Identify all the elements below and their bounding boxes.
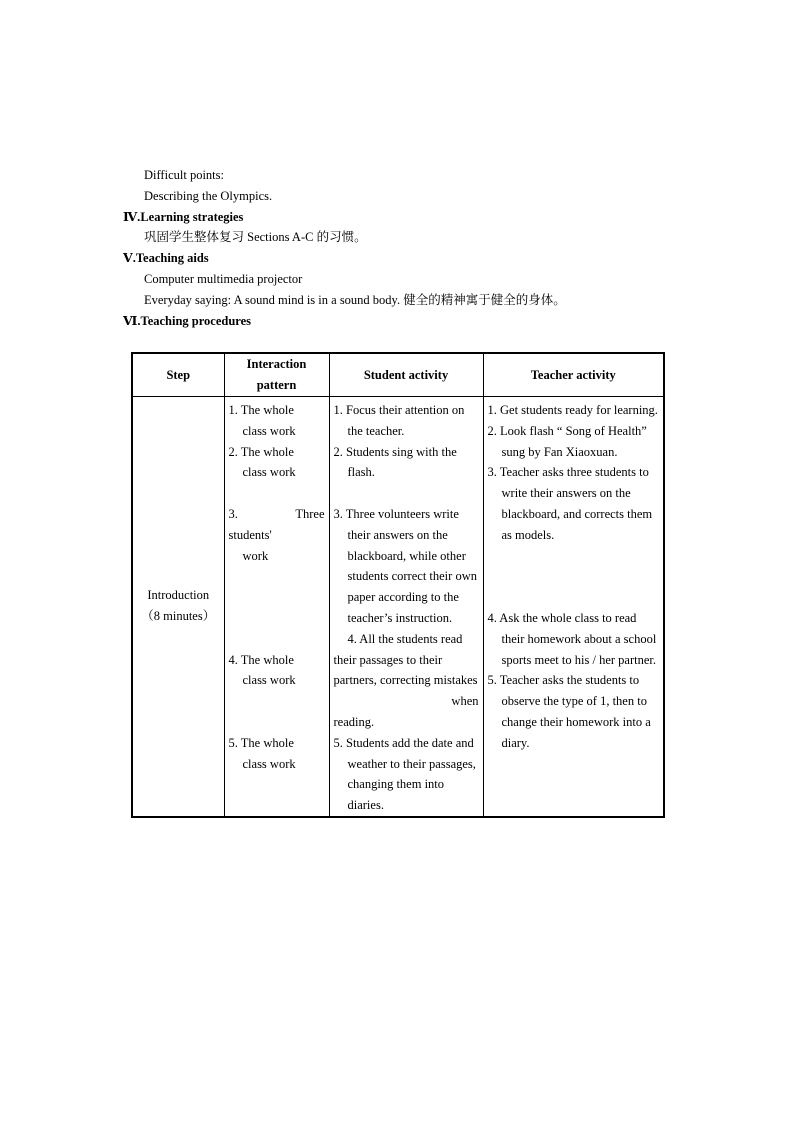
interaction-5-line-1: 5. The whole xyxy=(228,735,294,750)
section-6-heading xyxy=(123,313,251,329)
interaction-1-line-1: 1. The whole xyxy=(228,403,294,417)
table-row xyxy=(132,397,664,817)
interaction-4-line-2: class work xyxy=(242,673,296,688)
teacher-activity-2: 2. Look flash “ Song of Health” sung by Fan Xiaoxuan. xyxy=(487,423,647,459)
difficult-points-label: Difficult points: xyxy=(144,168,224,182)
interaction-3 xyxy=(229,504,325,566)
interaction-1-line-2: class work xyxy=(242,423,296,438)
section-5-title: Teaching aids xyxy=(135,251,209,265)
table-header-row xyxy=(132,353,664,397)
difficult-points-text: Describing the Olympics. xyxy=(144,189,273,203)
section-4-title: Learning strategies xyxy=(140,210,244,224)
interaction-cell xyxy=(224,397,329,817)
student-activity-2: 2. Students sing with the flash. xyxy=(333,444,457,480)
teacher-activity-cell xyxy=(483,397,664,817)
header-interaction-line-2: pattern xyxy=(256,378,297,392)
interaction-1 xyxy=(229,400,325,442)
section-5-number: Ⅴ. xyxy=(123,251,136,265)
interaction-4-line-1: 4. The whole xyxy=(228,652,294,667)
header-interaction-line-1: Interaction xyxy=(246,357,307,371)
interaction-3-line-3: work xyxy=(242,548,269,563)
section-4-number: Ⅳ. xyxy=(123,210,141,224)
student-activity-3: 3. Three volunteers write their answers on the blackboard, while other students correct their own paper according to the teacher’s instruction. xyxy=(333,506,477,625)
section-4-heading xyxy=(123,209,243,225)
interaction-2-line-2: class work xyxy=(242,465,296,480)
student-activity-4 xyxy=(334,629,479,733)
header-student-activity: Student activity xyxy=(329,353,483,397)
student-activity-1: 1. Focus their attention on the teacher. xyxy=(333,403,465,438)
teacher-activity-5: 5. Teacher asks the students to observe the type of 1, then to change their homework into a diary. xyxy=(487,673,651,750)
section-5-text-1: Computer multimedia projector xyxy=(144,272,303,286)
interaction-5 xyxy=(229,733,325,775)
interaction-2 xyxy=(229,442,325,484)
teacher-activity-4: 4. Ask the whole class to read their homework about a school sports meet to his / her partner. xyxy=(487,610,657,667)
interaction-5-line-2: class work xyxy=(242,756,296,771)
student-activity-5: 5. Students add the date and weather to their passages, changing them into diaries. xyxy=(333,735,476,813)
header-teacher-activity: Teacher activity xyxy=(483,353,664,397)
interaction-3-word: Three xyxy=(295,506,325,521)
step-duration: （8 minutes） xyxy=(141,609,216,624)
step-cell xyxy=(132,397,224,817)
student-activity-4-end: reading. xyxy=(333,714,375,729)
student-activity-4-text: 4. All the students read their passages to their partners, correcting mistakes xyxy=(333,631,478,688)
section-4-text: 巩固学生整体复习 Sections A-C 的习惯。 xyxy=(144,230,367,244)
section-6-number: Ⅵ. xyxy=(123,314,141,328)
student-activity-4-when: when xyxy=(451,694,479,709)
section-6-title: Teaching procedures xyxy=(140,314,252,328)
header-interaction xyxy=(224,353,329,397)
teacher-activity-1: 1. Get students ready for learning. xyxy=(487,403,658,417)
interaction-3-line-2: students' xyxy=(228,527,272,542)
interaction-2-line-1: 2. The whole xyxy=(228,444,294,459)
teacher-activity-3: 3. Teacher asks three students to write their answers on the blackboard, and corrects them as models. xyxy=(487,465,653,542)
interaction-3-number: 3. xyxy=(228,506,238,521)
teaching-procedures-table xyxy=(131,352,665,818)
step-label: Introduction xyxy=(147,588,210,603)
student-activity-cell xyxy=(329,397,483,817)
section-5-heading xyxy=(123,250,209,266)
section-5-text-2: Everyday saying: A sound mind is in a sound body. 健全的精神寓于健全的身体。 xyxy=(144,293,566,307)
interaction-4 xyxy=(229,650,325,692)
header-step: Step xyxy=(132,353,224,397)
